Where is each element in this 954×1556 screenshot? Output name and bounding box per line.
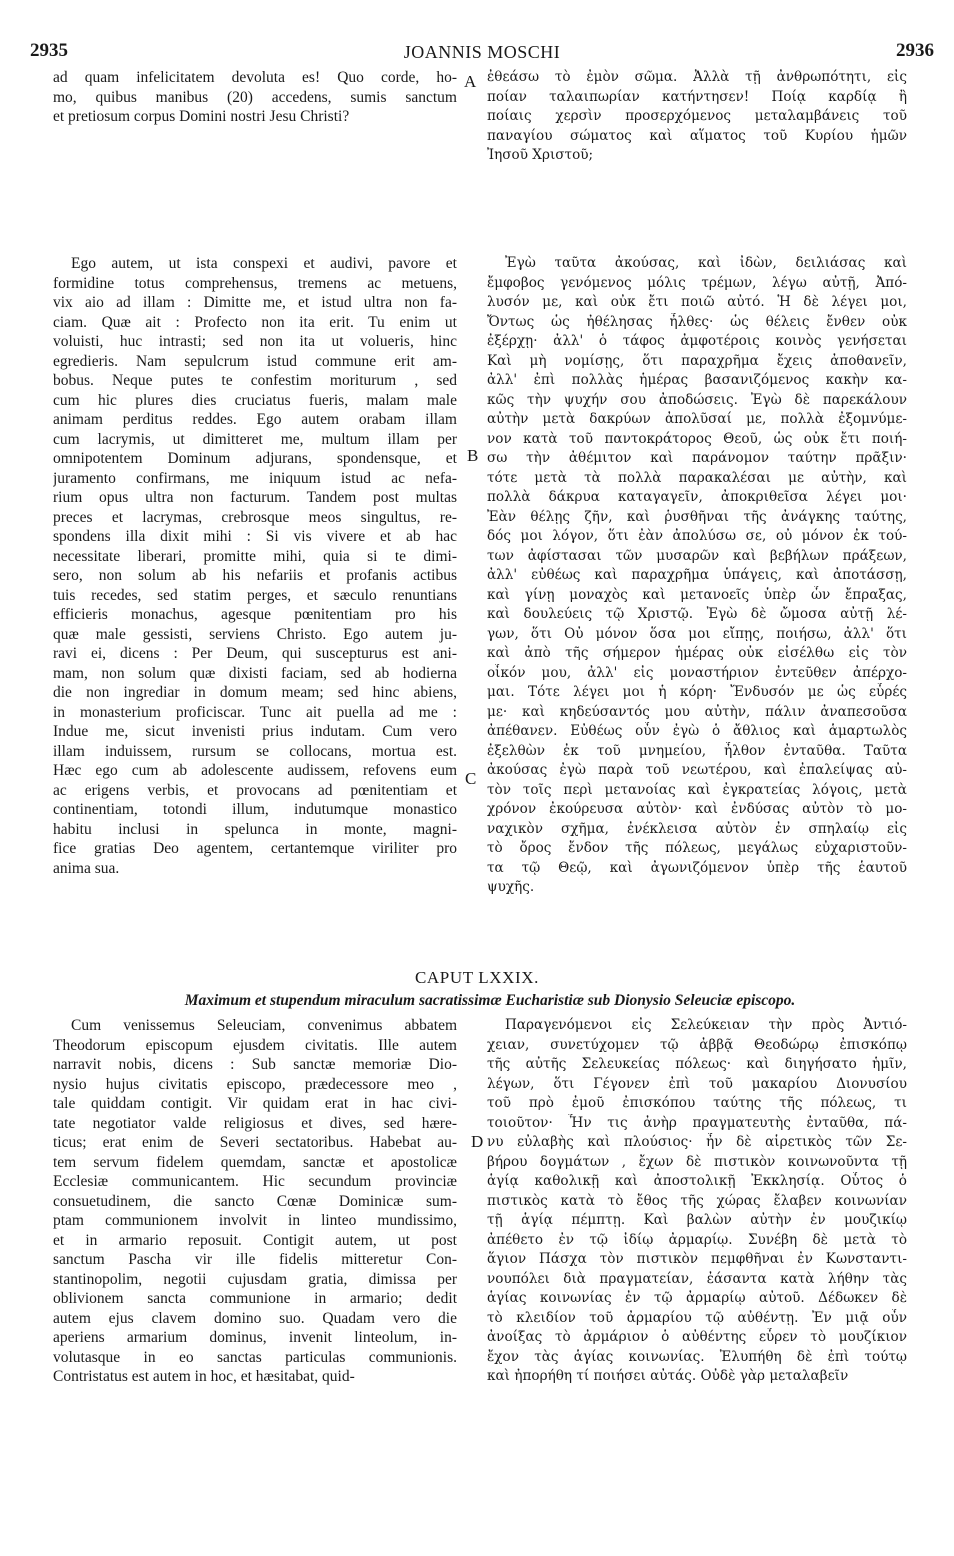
text-line: consuetudinem, die sancto Cœnæ Dominicæ sum- xyxy=(53,1192,457,1210)
text-line: αὐτὴν μετὰ δακρύων ἀπολῦσαί με, πολλὰ ἐξομνύμε- xyxy=(487,411,907,427)
text-line: narravit nobis, dicens : Sub sanctæ memoriæ Dio- xyxy=(53,1056,457,1073)
text-line: ἀλλ' ἐπὶ πολλὰς ἡμέρας βασανιζόμενος κακὴν κα- xyxy=(487,372,907,388)
greek-column-chapter xyxy=(487,1016,907,1387)
text-line: autem ejus clavem domino suo. Quadam vero die xyxy=(53,1309,457,1327)
text-line: ἐξέρχῃ· ἀλλ' ὁ τάφος ἀμφοτέροις κοινὸς γενήσεται xyxy=(487,333,907,349)
text-line: mo, quibus manibus (20) accedens, sumis sanctum xyxy=(53,88,457,106)
text-line: ac erigens verbis, et provocans ad pœnitentiam et xyxy=(53,781,457,799)
text-line: ptam communionem involvit in linteo mundissimo, xyxy=(53,1212,457,1229)
text-line: σω τὴν ἀθέμιτον καὶ παράνομον ταύτην πρᾶξιν· xyxy=(487,450,907,466)
text-line: νον κατὰ τοῦ παντοκράτορος Θεοῦ, ὡς οὐκ ἔτι ποιή- xyxy=(487,430,907,447)
text-line: λέγων, ὅτι Γέγονεν ἐπὶ τοῦ μακαρίου Διονυσίου xyxy=(487,1075,907,1092)
text-line: vix aio ad illam : Dimitte me, et istud ultra non fa- xyxy=(53,294,457,311)
text-line: voluisti, huc intrasti; sed non ita ut volueris, hinc xyxy=(53,333,457,350)
text-line: die non ingrediar in domum meam; sed hinc abiens, xyxy=(53,684,457,701)
text-line: fice gratias Deo agentem, certantemque viriliter pro xyxy=(53,840,457,857)
text-line: habitu inclusi in spelunca in monte, magni- xyxy=(53,820,457,838)
text-line: Theodorum episcopum ejusdem civitatis. Ille autem xyxy=(53,1036,457,1054)
text-line: aperiens armarium dominus, invenit linteolum, in- xyxy=(53,1329,457,1346)
text-line: Indue me, sicut invenisti prius indutam. Cum vero xyxy=(53,723,457,740)
text-line: βήρου δογμάτων , ἔχων δὲ πιστικὸν κοινωνοῦντα τῇ xyxy=(487,1153,907,1170)
text-line: καὶ ἠπορήθη τί ποιήσει αὐτάς. Οὐδὲ γὰρ μεταλαβεῖν xyxy=(487,1368,849,1384)
text-line: κῶς τὴν ψυχήν σου ἀποδώσεις. Ἐγὼ δὲ παρεκάλουν xyxy=(487,391,907,408)
text-line: Ἰησοῦ Χριστοῦ; xyxy=(487,147,594,163)
text-line: Hæc ego cum ab adolescente audissem, refovens eum xyxy=(53,762,457,779)
greek-column-top xyxy=(487,68,907,166)
text-line: mam, non solum quæ dixisti faciam, sed ab hodierna xyxy=(53,664,457,682)
text-line: δός μοι λόγον, ὅτι ἐὰν ἀπολύσω σε, οὐ μόνον ἐκ τού- xyxy=(487,528,907,544)
text-line: in monasterium proficiscar. Tunc ait puella ad me : xyxy=(53,703,457,721)
text-line: rium opus ultra non facturum. Tandem post multas xyxy=(53,489,457,506)
text-line: νουπόλει διὰ πραγματείαν, ἐάσαντα κατὰ λήθην τὰς xyxy=(487,1270,907,1287)
text-line: sero, non solum ab his nefariis et profanis actibus xyxy=(53,567,457,584)
text-line: τοῦ πρὸ ἐμοῦ ἐπισκόπου ταύτης τῆς πόλεως, τι xyxy=(487,1095,907,1111)
text-line: χειαν, συνετύχομεν τῷ ἀββᾷ Θεοδώρῳ ἐπισκόπῳ xyxy=(487,1036,907,1053)
text-line: illam induissem, rursum se collocans, mortua est. xyxy=(53,742,457,760)
text-line: πολλὰ δάκρυα καταγαγεῖν, ἀποκριθεῖσα λέγει μοι· xyxy=(487,489,907,505)
text-line: με· καὶ κηδεύσαντός μου αὐτὴν, πάλιν ἀναπεσοῦσα xyxy=(487,703,907,720)
text-line: ναχικὸν σχῆμα, ἐνέκλεισα αὐτὸν ἐν σπηλαίῳ εἰς xyxy=(487,820,907,837)
text-line: ἀκούσας ἐγὼ παρὰ τοῦ νεωτέρου, καὶ ἐπαλείψας αὐ- xyxy=(487,762,907,778)
text-line: et pretiosum corpus Domini nostri Jesu Christi? xyxy=(53,108,350,125)
text-line: Ἐγὼ ταῦτα ἀκούσας, καὶ ἰδὼν, δειλιάσας καὶ xyxy=(505,255,907,271)
text-line: τῆς αὐτῆς Σελευκείας πόλεως· καὶ διηγήσατο ἡμῖν, xyxy=(487,1056,907,1072)
text-line: juramento confirmans, me iniquum istud ac nefa- xyxy=(53,469,457,487)
text-line: ravi ei, dicens : Per Deum, qui suscepturus est ani- xyxy=(53,645,457,662)
text-line: cum hic plures dies cruciatus fueris, malam male xyxy=(53,391,457,409)
text-line: ἁγίᾳ καθολικῇ καὶ ἀποστολικῇ Ἐκκλησίᾳ. Οὗτος ὁ xyxy=(487,1173,907,1189)
text-line: ἔχον τὰς ἁγίας κοινωνίας. Ἐλυπήθη δὲ ἐπὶ τούτῳ xyxy=(487,1348,907,1365)
text-line: παναγίου σώματος καὶ αἵματος τοῦ Κυρίου ἡμῶν xyxy=(487,127,907,144)
text-line: stantinopolim, negotii cujusdam gratia, dimissa per xyxy=(53,1270,457,1288)
running-header xyxy=(30,40,934,66)
text-line: τὸν τοῖς περὶ μετανοίας καὶ ἐγκρατείας λόγοις, μετὰ xyxy=(487,781,907,798)
chapter-subtitle: Maximum et stupendum miraculum sacratissimæ Eucharistiæ sub Dionysio Seleuciæ episcopo. xyxy=(184,992,796,1009)
text-line: πιστικὸς κατὰ τὸ ἔθος τῆς χώρας ἔλαβεν κοινωνίαν xyxy=(487,1192,907,1209)
text-line: τότε μετὰ τὰ πολλὰ παρακαλέσαι με αὐτὴν, καὶ xyxy=(487,469,907,486)
text-line: τῇ ἁγίᾳ πέμπτῃ. Καὶ βαλὼν αὐτὴν ἐν μουζικίῳ xyxy=(487,1212,907,1228)
text-line: νυ εὐλαβὴς καὶ πλούσιος· ἦν δὲ αἱρετικὸς τῶν Σε- xyxy=(487,1134,907,1150)
text-line: sanctum Pascha vir ille fidelis mitteretur Con- xyxy=(53,1251,457,1268)
greek-column-main xyxy=(487,254,907,898)
page-number-left: 2935 xyxy=(30,40,68,61)
text-line: bobus. Neque putes te confestim moriturum , sed xyxy=(53,372,457,389)
margin-marker-b: B xyxy=(467,446,479,465)
text-line: Καὶ μὴ νομίσῃς, ὅτι παραχρῆμα ἔχεις ἀποθανεῖν, xyxy=(487,352,907,369)
margin-marker-d: D xyxy=(471,1132,484,1151)
text-line: quæ male gessisti, serviens Christo. Ego autem ju- xyxy=(53,625,457,643)
text-line: ἐξελθὼν ἐκ τοῦ μνημείου, ἦλθον ἐνταῦθα. Ταῦτα xyxy=(487,742,907,759)
text-line: tate negotiator valde religiosus et dives, sed hære- xyxy=(53,1114,457,1132)
text-line: tem servum fidelem quemdam, sanctæ et apostolicæ xyxy=(53,1153,457,1171)
text-line: ἀπέθετο ἐν τῷ ἰδίῳ ἀρμαρίῳ. Συνέβη δὲ μετὰ τὸ xyxy=(487,1231,907,1248)
text-line: ἔμφοβος γενόμενος μόλις τρέμων, λέγω αὐτῇ, Ἀπό- xyxy=(487,274,907,291)
text-line: tale quiddam contigit. Vir quidam erat in hac civi- xyxy=(53,1095,457,1112)
text-line: ἀλλ' εὐθέως καὶ παραχρῆμα ὑπάγεις, καὶ ἀποτάσσῃ, xyxy=(487,567,907,583)
text-line: γων, ὅτι Οὐ μόνον ὅσα μοι εἴπῃς, ποιήσω, ἀλλ' ὅτι xyxy=(487,625,907,642)
text-line: ποίαις χερσὶν προσερχόμενος μεταλαμβάνεις τοῦ xyxy=(487,108,907,124)
text-line: μαι. Τότε λέγει μοι ἡ κόρη· Ἔνδυσόν με ὡς εὗρές xyxy=(487,684,907,700)
text-line: ad quam infelicitatem devoluta es! Quo corde, ho- xyxy=(53,69,457,86)
text-line: tuis recedes, sed statim perges, et sæculo renuntians xyxy=(53,586,457,604)
text-line: continentiam, totondi illum, indutumque monastico xyxy=(53,801,457,818)
text-line: efficieris monachus, agesque pœnitentiam pro his xyxy=(53,606,457,623)
text-line: Παραγενόμενοι εἰς Σελεύκειαν τὴν πρὸς Ἀντιό- xyxy=(505,1017,907,1033)
text-line: ποίαν ταλαιπωρίαν κατήντησεν! Ποίᾳ καρδίᾳ ἢ xyxy=(487,88,907,105)
text-line: χρόνον ἐκούρευσα αὐτὸν· καὶ ἐνδύσας αὐτὸν τὸ μο- xyxy=(487,801,907,817)
chapter-heading: CAPUT LXXIX. xyxy=(414,968,539,987)
latin-column-top xyxy=(53,68,457,127)
text-line: animam perditus reddes. Ego autem orabam illam xyxy=(53,411,457,428)
text-line: et in armario reposuit. Contigit autem, ut post xyxy=(53,1231,457,1249)
text-line: nysio hujus civitatis episcopo, prædecessore meo , xyxy=(53,1075,457,1093)
running-title: JOANNIS MOSCHI xyxy=(403,42,561,62)
text-line: τὸ ὄρος ἔνδον τῆς πόλεως, μεγάλως εὐχαριστοῦν- xyxy=(487,840,907,856)
text-line: cum lacrymis, ut dimitteret me, multum illam per xyxy=(53,430,457,448)
text-line: ἀπέθανεν. Εὐθέως οὖν ἐγὼ ὁ ἄθλιος καὶ ἁμαρτωλὸς xyxy=(487,723,907,739)
text-line: ciam. Quæ ait : Profecto non ita erit. Tu enim ut xyxy=(53,313,457,331)
text-line: Ἐὰν θέλῃς ζῆν, καὶ ῥυσθῆναι τῆς ἀνάγκης ταύτης, xyxy=(487,508,907,525)
margin-marker-a: A xyxy=(464,72,477,91)
text-line: τὸ κλειδίον τοῦ ἀρμαρίου τῷ αὐθέντῃ. Ἐν μιᾷ οὖν xyxy=(487,1309,907,1326)
text-line: ἁγίας κοινωνίας ἐν τῷ ἀρμαρίῳ αὐτοῦ. Δέδωκεν δὲ xyxy=(487,1290,907,1306)
text-line: ψυχῆς. xyxy=(487,879,535,895)
latin-column-main xyxy=(53,254,457,878)
text-line: καὶ ἀπὸ τῆς σήμερον ἡμέρας οὐκ εἰσέλθω εἰς τὸν xyxy=(487,645,907,661)
text-line: omnipotentem Dominum adjurans, spondensque, et xyxy=(53,450,457,467)
text-line: ticus; erat enim de Severi sectatoribus. Habebat au- xyxy=(53,1134,457,1151)
text-line: των ἀφίστασαι τῶν μυσαρῶν καὶ βεβήλων πράξεων, xyxy=(487,547,907,564)
text-line: anima sua. xyxy=(53,859,120,877)
text-line: λυσόν με, καὶ οὐκ ἔτι ποιῶ αὐτό. Ἡ δὲ λέγει μοι, xyxy=(487,294,907,310)
text-line: τοιοῦτον· Ἦν τις ἀνὴρ πραγματευτὴς ἐνταῦθα, πά- xyxy=(487,1114,907,1131)
text-line: oblivionem sancta communione in armario; dedit xyxy=(53,1290,457,1307)
margin-marker-c: C xyxy=(465,769,477,788)
text-line: Ecclesiæ communicantem. Hic secundum provinciæ xyxy=(53,1173,457,1190)
text-line: καὶ δουλεύεις τῷ Χριστῷ. Ἐγὼ δὲ ὤμοσα αὐτῇ λέ- xyxy=(487,606,907,622)
text-line: οἶκόν μου, ἀλλ' εἰς μοναστήριον ἐντεῦθεν ἀπέρχο- xyxy=(487,664,907,681)
text-line: τα τῷ Θεῷ, καὶ ἀγωνιζόμενον ὑπὲρ τῆς ἑαυτοῦ xyxy=(487,859,907,876)
text-line: καὶ γίνῃ μοναχὸς καὶ μετανοεῖς ὑπὲρ ὧν ἔπραξας, xyxy=(487,586,907,603)
text-line: formidine totus comprehensus, tremens ac metuens, xyxy=(53,274,457,292)
text-line: volutasque in eo sanctas particulas communionis. xyxy=(53,1348,457,1366)
text-line: necessitate liberari, promitte mihi, quia si te dimi- xyxy=(53,547,457,565)
text-line: Ὄντως ὡς ἠθέλησας ἦλθες· ὡς θέλεις ἔνθεν οὐκ xyxy=(487,313,907,330)
text-line: preces et lacrymas, crebrosque meos singultus, re- xyxy=(53,508,457,526)
text-line: Cum venissemus Seleuciam, convenimus abbatem xyxy=(71,1017,457,1034)
latin-column-chapter xyxy=(53,1016,457,1387)
text-line: Contristatus est autem in hoc, et hæsitabat, quid- xyxy=(53,1368,355,1385)
text-line: egredieris. Nam sepulcrum istud commune erit am- xyxy=(53,352,457,370)
text-line: ἅγιον Πάσχα τὸν πιστικὸν πεμφθῆναι ἐν Κωνσταντι- xyxy=(487,1251,907,1267)
text-line: ἀνοίξας τὸ ἀρμάριον ὁ αὐθέντης εὗρεν τὸ μουζίκιον xyxy=(487,1329,907,1345)
page-number-right: 2936 xyxy=(896,40,934,61)
text-line: Ego autem, ut ista conspexi et audivi, pavore et xyxy=(71,255,457,272)
text-line: ἐθεάσω τὸ ἐμὸν σῶμα. Ἀλλὰ τῇ ἀνθρωπότητι, εἰς xyxy=(487,69,907,85)
text-line: spondens illa dixit mihi : Si vis vivere et ab hac xyxy=(53,528,457,545)
